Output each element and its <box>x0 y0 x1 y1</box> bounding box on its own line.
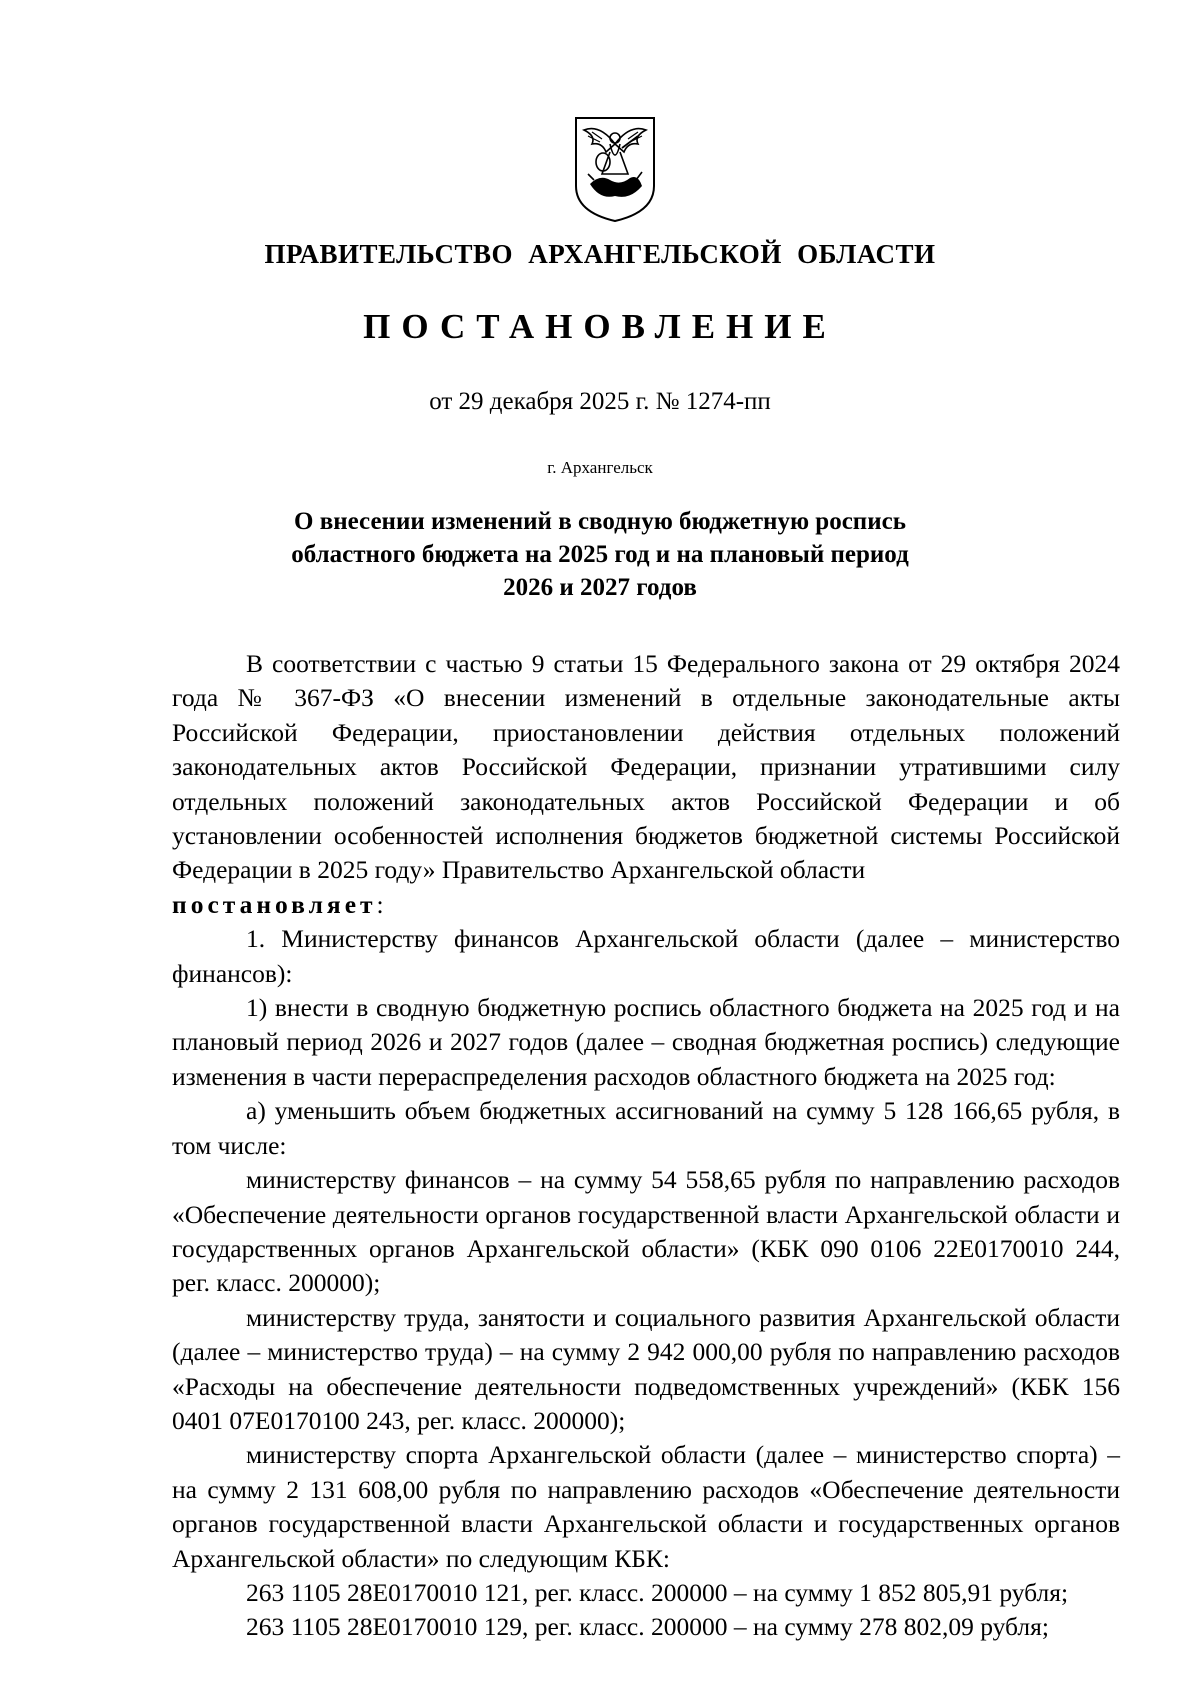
sport-ministry-paragraph: министерству спорта Архангельской области (далее – министерство спорта) – на сумму 2 131 608,00 рубля по направлению расходов «Обеспечение деятельности органов государственной власти Архангельской области и государственных органов Архангельской области» по следующим КБК: <box>172 1440 1120 1573</box>
document-body <box>172 647 1120 1645</box>
subject-line-2: областного бюджета на 2025 год и на плановый период <box>291 541 909 568</box>
labour-ministry-paragraph: министерству труда, занятости и социального развития Архангельской области (далее – министерство труда) – на сумму 2 942 000,00 рубля по направлению расходов «Расходы на обеспечение деятельности подведомственных учреждений» (КБК 156 0401 07Е0170100 243, рег. класс. 200000); <box>172 1302 1120 1435</box>
subject-line-3: 2026 и 2027 годов <box>503 574 697 601</box>
document-type: ПОСТАНОВЛЕНИЕ <box>363 307 837 346</box>
item-1-paragraph: 1. Министерству финансов Архангельской области (далее – министерство финансов): <box>172 924 1120 988</box>
coat-of-arms-icon <box>570 114 660 224</box>
document-city: г. Архангельск <box>547 458 653 477</box>
resolves-word: постановляет <box>172 889 377 919</box>
document-subject <box>0 505 1200 604</box>
subject-line-1: О внесении изменений в сводную бюджетную роспись <box>294 508 906 535</box>
item-a-paragraph: а) уменьшить объем бюджетных ассигнований на сумму 5 128 166,65 рубля, в том числе: <box>172 1096 1120 1160</box>
resolves-paragraph <box>172 888 1120 922</box>
finance-ministry-paragraph: министерству финансов – на сумму 54 558,65 рубля по направлению расходов «Обеспечение деятельности органов государственной власти Архангельской области и государственных органов Архангельской области» (КБК 090 0106 22Е0170010 244, рег. класс. 200000); <box>172 1165 1120 1298</box>
government-title: ПРАВИТЕЛЬСТВО АРХАНГЕЛЬСКОЙ ОБЛАСТИ <box>264 239 936 269</box>
resolves-colon: : <box>376 889 384 919</box>
item-1-1-paragraph: 1) внести в сводную бюджетную роспись областного бюджета на 2025 год и на плановый период 2026 и 2027 годов (далее – сводная бюджетная роспись) следующие изменения в части перераспределения расходов областного бюджета на 2025 год: <box>172 993 1120 1091</box>
kbk-line-1: 263 1105 28Е0170010 121, рег. класс. 200000 – на сумму 1 852 805,91 рубля; <box>246 1577 1069 1607</box>
document-date-number: от 29 декабря 2025 г. № 1274-пп <box>429 388 771 415</box>
kbk-line-2: 263 1105 28Е0170010 129, рег. класс. 200000 – на сумму 278 802,09 рубля; <box>246 1612 1049 1642</box>
preamble-paragraph: В соответствии с частью 9 статьи 15 Федерального закона от 29 октября 2024 года № 367-ФЗ «О внесении изменений в отдельные законодательные акты Российской Федерации, приостановлении действия отдельных положений законодательных актов Российской Федерации, признании утратившими силу отдельных положений законодательных актов Российской Федерации и об установлении особенностей исполнения бюджетов бюджетной системы Российской Федерации в 2025 году» Правительство Архангельской области <box>172 649 1120 885</box>
